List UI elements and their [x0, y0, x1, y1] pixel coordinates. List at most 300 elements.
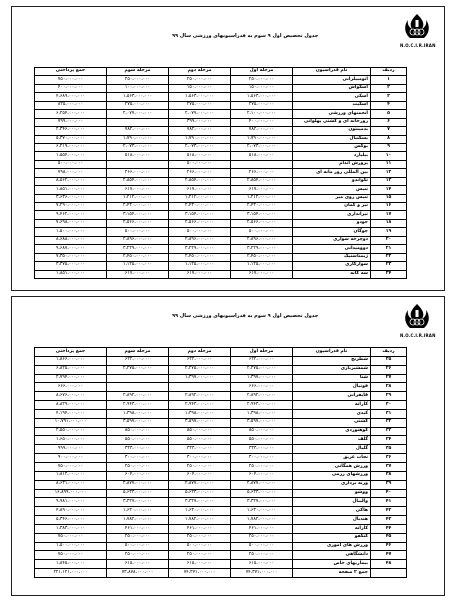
- amount-cell: ۲۶۶،۰۰۰،۰۰۰: [169, 169, 231, 177]
- table-row: [35, 462, 407, 471]
- amount-cell: ۶۱۵،۰۰۰،۰۰۰: [231, 560, 293, 569]
- amount-cell: [169, 383, 231, 392]
- table-row: [35, 551, 407, 560]
- amount-cell: ۱،۵۶۳،۰۰۰،۰۰۰: [107, 93, 169, 101]
- row-number: ۱۲: [371, 169, 407, 177]
- table-row: [35, 245, 407, 253]
- table-row: [35, 356, 407, 365]
- row-number: ۲۵: [371, 356, 407, 365]
- row-number: ۱۹: [371, 228, 407, 236]
- federation-name: تنیس روی میز: [293, 194, 371, 202]
- row-number: ۷: [371, 127, 407, 135]
- amount-cell: ۲۷۵،۰۰۰،۰۰۰: [107, 101, 169, 109]
- amount-cell: ۳،۲۲۹،۰۰۰،۰۰۰: [169, 245, 231, 253]
- row-number: ۱۱: [371, 160, 407, 168]
- amount-cell: ۸،۶۸۸،۰۰۰،۰۰۰: [35, 236, 107, 244]
- federation-name: ورزش همگانی: [293, 462, 371, 471]
- row-number: ۴۵: [371, 533, 407, 542]
- amount-cell: ۷۹۸،۰۰۰،۰۰۰: [35, 169, 107, 177]
- amount-cell: ۱،۱۲۵،۰۰۰،۰۰۰: [231, 262, 293, 270]
- amount-cell: ۲۵۰،۰۰۰،۰۰۰: [107, 533, 169, 542]
- row-number: ۴۲: [371, 507, 407, 516]
- amount-cell: ۲،۵۶۶،۰۰۰،۰۰۰: [231, 219, 293, 227]
- amount-cell: ۱،۳۹۸،۰۰۰،۰۰۰: [107, 409, 169, 418]
- amount-cell: ۲،۷۹۴،۰۰۰،۰۰۰: [35, 374, 107, 383]
- amount-cell: ۵،۳۷۰،۰۰۰،۰۰۰: [35, 135, 107, 143]
- amount-cell: ۱،۷۹۰،۰۰۰،۰۰۰: [231, 135, 293, 143]
- amount-cell: ۱،۷۸۲،۰۰۰،۰۰۰: [169, 516, 231, 525]
- amount-cell: ۵۰۰،۰۰۰،۰۰۰: [107, 542, 169, 551]
- federation-name: دانشگاهی: [293, 551, 371, 560]
- amount-cell: ۳۰۰،۰۰۰،۰۰۰: [231, 454, 293, 463]
- amount-cell: ۷،۶۹۸،۰۰۰،۰۰۰: [35, 219, 107, 227]
- allocation-table: [34, 67, 407, 279]
- row-number: ۳۸: [371, 471, 407, 480]
- amount-cell: ۲،۰۷۷،۰۰۰،۰۰۰: [107, 110, 169, 118]
- amount-cell: ۲،۵۶۶،۰۰۰،۰۰۰: [107, 219, 169, 227]
- amount-cell: ۱،۲۱۲،۰۰۰،۰۰۰: [231, 194, 293, 202]
- row-number: ۴۳: [371, 516, 407, 525]
- amount-cell: ۲۵۰،۰۰۰،۰۰۰: [107, 551, 169, 560]
- federation-name: بدمینتون: [293, 127, 371, 135]
- federation-name: اسکی: [293, 93, 371, 101]
- amount-cell: ۲،۴۳۰،۰۰۰،۰۰۰: [107, 203, 169, 211]
- amount-cell: ۱،۷۹۰،۰۰۰،۰۰۰: [107, 135, 169, 143]
- amount-cell: ۲،۸۵۴،۰۰۰،۰۰۰: [231, 177, 293, 185]
- federation-name: انجمنهای ورزشی: [293, 110, 371, 118]
- amount-cell: ۲،۸۹۲،۰۰۰،۰۰۰: [107, 392, 169, 401]
- table-row: [35, 194, 407, 202]
- table-row: [35, 203, 407, 211]
- federation-name: کبدی: [293, 409, 371, 418]
- table-row: [35, 262, 407, 270]
- amount-cell: ۷۳،۸۷۸،۰۰۰،۰۰۰: [107, 569, 169, 578]
- amount-cell: ۳،۵۹۷،۰۰۰،۰۰۰: [169, 418, 231, 427]
- federation-name: جودو: [293, 219, 371, 227]
- flame-rings-icon: [403, 303, 431, 333]
- row-number: ۱۵: [371, 194, 407, 202]
- amount-cell: ۳،۲۲۹،۰۰۰،۰۰۰: [107, 245, 169, 253]
- row-number: ۳۷: [371, 462, 407, 471]
- amount-cell: ۲،۰۷۳،۰۰۰،۰۰۰: [107, 143, 169, 151]
- amount-cell: ۳۹۹،۰۰۰،۰۰۰: [169, 118, 231, 126]
- table-row: [35, 219, 407, 227]
- table-row: [35, 110, 407, 118]
- table-row: [35, 489, 407, 498]
- table-row: [35, 236, 407, 244]
- row-number: ۴۴: [371, 524, 407, 533]
- federation-name: گلبال: [293, 445, 371, 454]
- amount-cell: ۸۵۰،۰۰۰،۰۰۰: [107, 427, 169, 436]
- federation-name: کنگفو: [293, 533, 371, 542]
- amount-cell: ۱،۳۹۸،۰۰۰،۰۰۰: [169, 409, 231, 418]
- row-number: ۳۲: [371, 418, 407, 427]
- row-number: ۱۳: [371, 177, 407, 185]
- table-row: [35, 533, 407, 542]
- row-number: ۱۶: [371, 203, 407, 211]
- table-row: [35, 93, 407, 101]
- amount-cell: ۲،۸۹۶،۰۰۰،۰۰۰: [107, 236, 169, 244]
- document-page-1: [11, 6, 445, 291]
- row-number: ۱۰: [371, 152, 407, 160]
- row-number: ۳۶: [371, 454, 407, 463]
- flame-rings-icon: [403, 13, 431, 43]
- amount-cell: ۲،۸۷۷،۰۰۰،۰۰۰: [107, 480, 169, 489]
- table-row: [35, 445, 407, 454]
- table-row: [35, 409, 407, 418]
- table-row: [35, 228, 407, 236]
- federation-name: چوگان: [293, 228, 371, 236]
- column-header: مرحله اول: [231, 348, 293, 357]
- row-number: ۲۶: [371, 365, 407, 374]
- amount-cell: ۲،۹۴۳،۰۰۰،۰۰۰: [231, 401, 293, 410]
- amount-cell: ۱،۶۳۰،۰۰۰،۰۰۰: [231, 507, 293, 516]
- amount-cell: ۳۳۳،۰۰۰،۰۰۰: [169, 445, 231, 454]
- table-row: [35, 569, 407, 578]
- amount-cell: ۲،۴۳۰،۰۰۰،۰۰۰: [169, 203, 231, 211]
- table-row: [35, 560, 407, 569]
- amount-cell: ۲،۹۴۳،۰۰۰،۰۰۰: [169, 401, 231, 410]
- amount-cell: ۷۴،۳۷۱،۰۰۰،۰۰۰: [231, 569, 293, 578]
- table-row: [35, 392, 407, 401]
- federation-name: قایقرانی: [293, 392, 371, 401]
- amount-cell: ۵۵۰،۰۰۰،۰۰۰: [169, 436, 231, 445]
- document-title: جدول تخصیص اول ۹ سوم به فدراسیونهای ورزشی سال ۹۹: [172, 313, 319, 319]
- amount-cell: ۲،۸۷۷،۰۰۰،۰۰۰: [231, 480, 293, 489]
- row-number: ۹: [371, 143, 407, 151]
- table-row: [35, 152, 407, 160]
- amount-cell: ۷۹۹،۰۰۰،۰۰۰: [35, 118, 107, 126]
- row-number: ۲۰: [371, 236, 407, 244]
- amount-cell: ۲،۰۷۷،۰۰۰،۰۰۰: [169, 110, 231, 118]
- amount-cell: ۴۰۰،۰۰۰،۰۰۰: [231, 118, 293, 126]
- row-number: ۴۸: [371, 560, 407, 569]
- table-row: [35, 169, 407, 177]
- row-number: ۳۱: [371, 409, 407, 418]
- federation-name: بیماریهای خاص: [293, 560, 371, 569]
- row-number: ۵: [371, 110, 407, 118]
- amount-cell: ۱۶،۸۹۹،۰۰۰،۰۰۰: [35, 489, 107, 498]
- amount-cell: ۲،۸۷۷،۰۰۰،۰۰۰: [169, 480, 231, 489]
- amount-cell: ۳،۵۹۷،۰۰۰،۰۰۰: [107, 418, 169, 427]
- federation-name: بوکس: [293, 143, 371, 151]
- amount-cell: ۳،۱۵۴،۰۰۰،۰۰۰: [169, 211, 231, 219]
- amount-cell: ۱،۷۸۲،۰۰۰،۰۰۰: [231, 516, 293, 525]
- amount-cell: ۴۶۱،۰۰۰،۰۰۰: [107, 524, 169, 533]
- table-row: [35, 101, 407, 109]
- amount-cell: ۵۰۰،۰۰۰،۰۰۰: [35, 160, 107, 168]
- amount-cell: ۲۵۰،۰۰۰،۰۰۰: [169, 462, 231, 471]
- amount-cell: ۲۷۵،۰۰۰،۰۰۰: [169, 101, 231, 109]
- amount-cell: ۳،۱۵۴،۰۰۰،۰۰۰: [107, 211, 169, 219]
- amount-cell: ۸،۵۶۲،۰۰۰،۰۰۰: [35, 177, 107, 185]
- row-number: ۲۲: [371, 253, 407, 261]
- amount-cell: ۶۱۵،۰۰۰،۰۰۰: [169, 560, 231, 569]
- column-header: مرحله دوم: [169, 348, 231, 357]
- table-row: [35, 454, 407, 463]
- table-row: [35, 365, 407, 374]
- amount-cell: ۲۵۰،۰۰۰،۰۰۰: [231, 76, 293, 84]
- amount-cell: ۲،۹۴۳،۰۰۰،۰۰۰: [107, 401, 169, 410]
- amount-cell: ۳،۳۲۷،۰۰۰،۰۰۰: [169, 498, 231, 507]
- org-name: N.O.C.I.R.IRAN: [400, 333, 436, 338]
- row-number: ۳۰: [371, 401, 407, 410]
- amount-cell: ۵۰۰،۰۰۰،۰۰۰: [169, 542, 231, 551]
- row-number: ۸: [371, 135, 407, 143]
- amount-cell: ۵۰۰،۰۰۰،۰۰۰: [231, 542, 293, 551]
- amount-cell: ۱،۷۸۲،۰۰۰،۰۰۰: [107, 516, 169, 525]
- federation-name: گلف: [293, 436, 371, 445]
- amount-cell: ۱،۵۰۰،۰۰۰،۰۰۰: [35, 228, 107, 236]
- amount-cell: ۴۰۰،۰۰۰،۰۰۰: [35, 84, 107, 92]
- federation-name: کوهنوردی: [293, 427, 371, 436]
- amount-cell: ۱،۶۳۰،۰۰۰،۰۰۰: [169, 507, 231, 516]
- amount-cell: ۵۰۰،۰۰۰،۰۰۰: [107, 228, 169, 236]
- amount-cell: ۲،۱۰۰،۰۰۰،۰۰۰: [231, 110, 293, 118]
- federation-name: تیراندازی: [293, 211, 371, 219]
- table-row: [35, 383, 407, 392]
- column-header: جمع پرداختی: [35, 68, 107, 76]
- amount-cell: ۲،۲۷۵،۰۰۰،۰۰۰: [231, 365, 293, 374]
- amount-cell: ۲،۰۷۳،۰۰۰،۰۰۰: [169, 143, 231, 151]
- row-number: ۲۳: [371, 262, 407, 270]
- federation-name: ورزش های آموزی: [293, 542, 371, 551]
- federation-name: نجات غریق: [293, 454, 371, 463]
- federation-name: اسکواش: [293, 84, 371, 92]
- amount-cell: ۴،۶۸۹،۰۰۰،۰۰۰: [35, 93, 107, 101]
- amount-cell: [107, 160, 169, 168]
- amount-cell: ۲۵۰،۰۰۰،۰۰۰: [169, 551, 231, 560]
- amount-cell: ۱،۳۹۷،۰۰۰،۰۰۰: [169, 374, 231, 383]
- amount-cell: ۵۱۸،۰۰۰،۰۰۰: [107, 152, 169, 160]
- amount-cell: ۳۰۰،۰۰۰،۰۰۰: [107, 454, 169, 463]
- noc-logo: [400, 13, 434, 53]
- federation-name: اسکیت: [293, 101, 371, 109]
- amount-cell: ۶،۲۵۴،۰۰۰،۰۰۰: [35, 110, 107, 118]
- amount-cell: ۲،۸۹۶،۰۰۰،۰۰۰: [169, 236, 231, 244]
- amount-cell: ۷۵۰،۰۰۰،۰۰۰: [35, 551, 107, 560]
- amount-cell: ۱۵۰،۰۰۰،۰۰۰: [169, 84, 231, 92]
- amount-cell: ۸،۶۷۶،۰۰۰،۰۰۰: [35, 392, 107, 401]
- federation-name: وزنه برداری: [293, 480, 371, 489]
- federation-name: دوچرخه سواری: [293, 236, 371, 244]
- column-header: مرحله اول: [231, 68, 293, 76]
- federation-name: بسکتبال: [293, 135, 371, 143]
- table-row: [35, 524, 407, 533]
- federation-name: هاکی: [293, 507, 371, 516]
- table-row: [35, 507, 407, 516]
- amount-cell: ۲۷۵،۰۰۰،۰۰۰: [231, 101, 293, 109]
- amount-cell: ۱،۸۶۶،۰۰۰،۰۰۰: [35, 356, 107, 365]
- table-row: [35, 253, 407, 261]
- amount-cell: ۶۶۶،۰۰۰،۰۰۰: [35, 383, 107, 392]
- amount-cell: ۶۶۶،۰۰۰،۰۰۰: [231, 383, 293, 392]
- amount-cell: ۵۰۰،۰۰۰،۰۰۰: [169, 228, 231, 236]
- amount-cell: ۲۶۶،۰۰۰،۰۰۰: [107, 169, 169, 177]
- federation-name: ژیمناستیک: [293, 253, 371, 261]
- table-row: [35, 135, 407, 143]
- amount-cell: ۱،۸۴۵،۰۰۰،۰۰۰: [35, 560, 107, 569]
- table-row: [35, 401, 407, 410]
- amount-cell: ۳،۱۵۴،۰۰۰،۰۰۰: [231, 211, 293, 219]
- document-page-2: [11, 296, 445, 596]
- amount-cell: ۵،۶۳۳،۰۰۰،۰۰۰: [231, 489, 293, 498]
- amount-cell: ۲،۴۵۰،۰۰۰،۰۰۰: [231, 253, 293, 261]
- table-row: [35, 480, 407, 489]
- table-row: [35, 118, 407, 126]
- table-row: [35, 471, 407, 480]
- amount-cell: ۲،۸۵۴،۰۰۰،۰۰۰: [107, 177, 169, 185]
- amount-cell: ۱،۷۹۰،۰۰۰،۰۰۰: [169, 135, 231, 143]
- table-row: [35, 186, 407, 194]
- amount-cell: ۱،۱۲۵،۰۰۰،۰۰۰: [107, 262, 169, 270]
- table-row: [35, 498, 407, 507]
- table-row: [35, 436, 407, 445]
- amount-cell: ۱،۵۵۴،۰۰۰،۰۰۰: [35, 152, 107, 160]
- row-number: ۱۴: [371, 186, 407, 194]
- table-row: [35, 270, 407, 278]
- table-row: [35, 542, 407, 551]
- federation-name: شطرنج: [293, 356, 371, 365]
- table-row: [35, 84, 407, 92]
- federation-name: پرورش اندام: [293, 160, 371, 168]
- amount-cell: ۶۰۴،۰۰۰،۰۰۰: [169, 471, 231, 480]
- amount-cell: ۷۸۲،۰۰۰،۰۰۰: [231, 127, 293, 135]
- row-number: ۱۸: [371, 219, 407, 227]
- amount-cell: ۱،۳۸۳،۰۰۰،۰۰۰: [35, 524, 107, 533]
- amount-cell: ۷۸۲،۰۰۰،۰۰۰: [107, 127, 169, 135]
- federation-name: کاراته: [293, 401, 371, 410]
- amount-cell: ۶۲۲،۰۰۰،۰۰۰: [231, 356, 293, 365]
- amount-cell: ۳۳۳،۰۰۰،۰۰۰: [107, 445, 169, 454]
- row-number: ۲۸: [371, 383, 407, 392]
- amount-cell: ۲،۲۷۵،۰۰۰،۰۰۰: [107, 365, 169, 374]
- amount-cell: ۱،۲۱۲،۰۰۰،۰۰۰: [107, 194, 169, 202]
- amount-cell: ۱،۳۹۸،۰۰۰،۰۰۰: [231, 409, 293, 418]
- table-row: [35, 516, 407, 525]
- table-row: [35, 160, 407, 168]
- table-row: [35, 76, 407, 84]
- amount-cell: ۷۴،۳۷۱،۰۰۰،۰۰۰: [169, 569, 231, 578]
- amount-cell: ۶۲۲،۰۰۰،۰۰۰: [169, 356, 231, 365]
- amount-cell: ۱،۶۵۰،۰۰۰،۰۰۰: [35, 436, 107, 445]
- amount-cell: ۵،۶۳۳،۰۰۰،۰۰۰: [107, 489, 169, 498]
- amount-cell: ۱،۶۳۰،۰۰۰،۰۰۰: [107, 507, 169, 516]
- table-header-row: [35, 348, 407, 357]
- federation-name: تیر و کمان: [293, 203, 371, 211]
- amount-cell: ۹،۴۶۲،۰۰۰،۰۰۰: [35, 211, 107, 219]
- table-header-row: [35, 68, 407, 76]
- amount-cell: ۷۵۰،۰۰۰،۰۰۰: [35, 462, 107, 471]
- amount-cell: ۳۳۳،۰۰۰،۰۰۰: [231, 445, 293, 454]
- amount-cell: ۷،۲۹۰،۰۰۰،۰۰۰: [35, 203, 107, 211]
- amount-cell: ۲،۲۷۵،۰۰۰،۰۰۰: [169, 365, 231, 374]
- federation-name: هندبال: [293, 516, 371, 525]
- amount-cell: ۸۵۰،۰۰۰،۰۰۰: [169, 427, 231, 436]
- federation-name: جمع ۲ صفحه: [293, 569, 371, 578]
- amount-cell: ۲۲۱،۱۲۱،۰۰۰،۰۰۰: [35, 569, 107, 578]
- column-header: نام فدراسیون: [293, 68, 371, 76]
- amount-cell: ۶۰۴،۰۰۰،۰۰۰: [231, 471, 293, 480]
- amount-cell: ۸۵۰،۰۰۰،۰۰۰: [231, 427, 293, 436]
- amount-cell: ۹،۹۸۱،۰۰۰،۰۰۰: [35, 498, 107, 507]
- table-row: [35, 177, 407, 185]
- amount-cell: ۱،۸۵۱،۰۰۰،۰۰۰: [35, 186, 107, 194]
- table-row: [35, 211, 407, 219]
- amount-cell: ۶۱۷،۰۰۰،۰۰۰: [231, 186, 293, 194]
- amount-cell: ۵،۶۳۳،۰۰۰،۰۰۰: [169, 489, 231, 498]
- amount-cell: ۶،۲۱۹،۰۰۰،۰۰۰: [35, 143, 107, 151]
- row-number: ۲۱: [371, 245, 407, 253]
- amount-cell: ۸،۸۲۹،۰۰۰،۰۰۰: [35, 401, 107, 410]
- amount-cell: ۲۵۰،۰۰۰،۰۰۰: [169, 76, 231, 84]
- amount-cell: ۶،۸۲۵،۰۰۰،۰۰۰: [35, 365, 107, 374]
- row-number: ۳۴: [371, 436, 407, 445]
- amount-cell: ۹۰۰،۰۰۰،۰۰۰: [35, 454, 107, 463]
- row-number: ۳۳: [371, 427, 407, 436]
- federation-name: فوتبال: [293, 383, 371, 392]
- amount-cell: ۹،۶۸۷،۰۰۰،۰۰۰: [35, 245, 107, 253]
- amount-cell: ۳،۳۲۷،۰۰۰،۰۰۰: [231, 498, 293, 507]
- amount-cell: ۶۱۷،۰۰۰،۰۰۰: [107, 270, 169, 278]
- amount-cell: ۲۵۰،۰۰۰،۰۰۰: [169, 533, 231, 542]
- column-header: مرحله سوم: [107, 68, 169, 76]
- row-number: ۲۹: [371, 392, 407, 401]
- amount-cell: ۶۰۴،۰۰۰،۰۰۰: [107, 471, 169, 480]
- amount-cell: ۲۶۶،۰۰۰،۰۰۰: [231, 169, 293, 177]
- amount-cell: ۱،۵۶۳،۰۰۰،۰۰۰: [231, 93, 293, 101]
- federation-name: تکواندو: [293, 177, 371, 185]
- document-title: جدول تخصیص اول ۹ سوم به فدراسیونهای ورزشی سال ۹۹: [172, 33, 319, 39]
- federation-name: ووشو: [293, 489, 371, 498]
- row-number: ۶: [371, 118, 407, 126]
- amount-cell: ۶۱۷،۰۰۰،۰۰۰: [231, 270, 293, 278]
- amount-cell: ۷،۳۵۰،۰۰۰،۰۰۰: [35, 253, 107, 261]
- row-number: [371, 569, 407, 578]
- federation-name: ورزشهای رزمی: [293, 471, 371, 480]
- amount-cell: ۶۲۲،۰۰۰،۰۰۰: [107, 356, 169, 365]
- amount-cell: ۴۶۱،۰۰۰،۰۰۰: [169, 524, 231, 533]
- org-name: N.O.C.I.R.IRAN: [400, 43, 436, 48]
- row-number: ۴۶: [371, 542, 407, 551]
- table-row: [35, 143, 407, 151]
- row-number: ۴۰: [371, 489, 407, 498]
- amount-cell: ۵،۳۴۶،۰۰۰،۰۰۰: [35, 516, 107, 525]
- column-header: مرحله سوم: [107, 348, 169, 357]
- amount-cell: ۱،۸۵۱،۰۰۰،۰۰۰: [35, 270, 107, 278]
- federation-name: سه گانه: [293, 270, 371, 278]
- amount-cell: ۴،۸۹۰،۰۰۰،۰۰۰: [35, 507, 107, 516]
- row-number: ۲۴: [371, 270, 407, 278]
- column-header: ردیف: [371, 68, 407, 76]
- amount-cell: ۲،۵۶۶،۰۰۰،۰۰۰: [169, 219, 231, 227]
- federation-name: کاراته: [293, 524, 371, 533]
- federation-name: کشتی: [293, 418, 371, 427]
- amount-cell: [107, 374, 169, 383]
- amount-cell: ۱،۸۱۲،۰۰۰،۰۰۰: [35, 471, 107, 480]
- amount-cell: ۶۱۷،۰۰۰،۰۰۰: [169, 186, 231, 194]
- amount-cell: ۲،۵۵۰،۰۰۰،۰۰۰: [35, 427, 107, 436]
- amount-cell: ۱۵۰،۰۰۰،۰۰۰: [231, 84, 293, 92]
- federation-name: سوارکاری: [293, 262, 371, 270]
- amount-cell: ۷۵۰،۰۰۰،۰۰۰: [35, 76, 107, 84]
- table-row: [35, 418, 407, 427]
- amount-cell: ۲،۸۵۴،۰۰۰،۰۰۰: [169, 177, 231, 185]
- federation-name: دوومیدانی: [293, 245, 371, 253]
- amount-cell: ۵۱۸،۰۰۰،۰۰۰: [169, 152, 231, 160]
- amount-cell: ۲۵۰،۰۰۰،۰۰۰: [231, 551, 293, 560]
- table-row: [35, 127, 407, 135]
